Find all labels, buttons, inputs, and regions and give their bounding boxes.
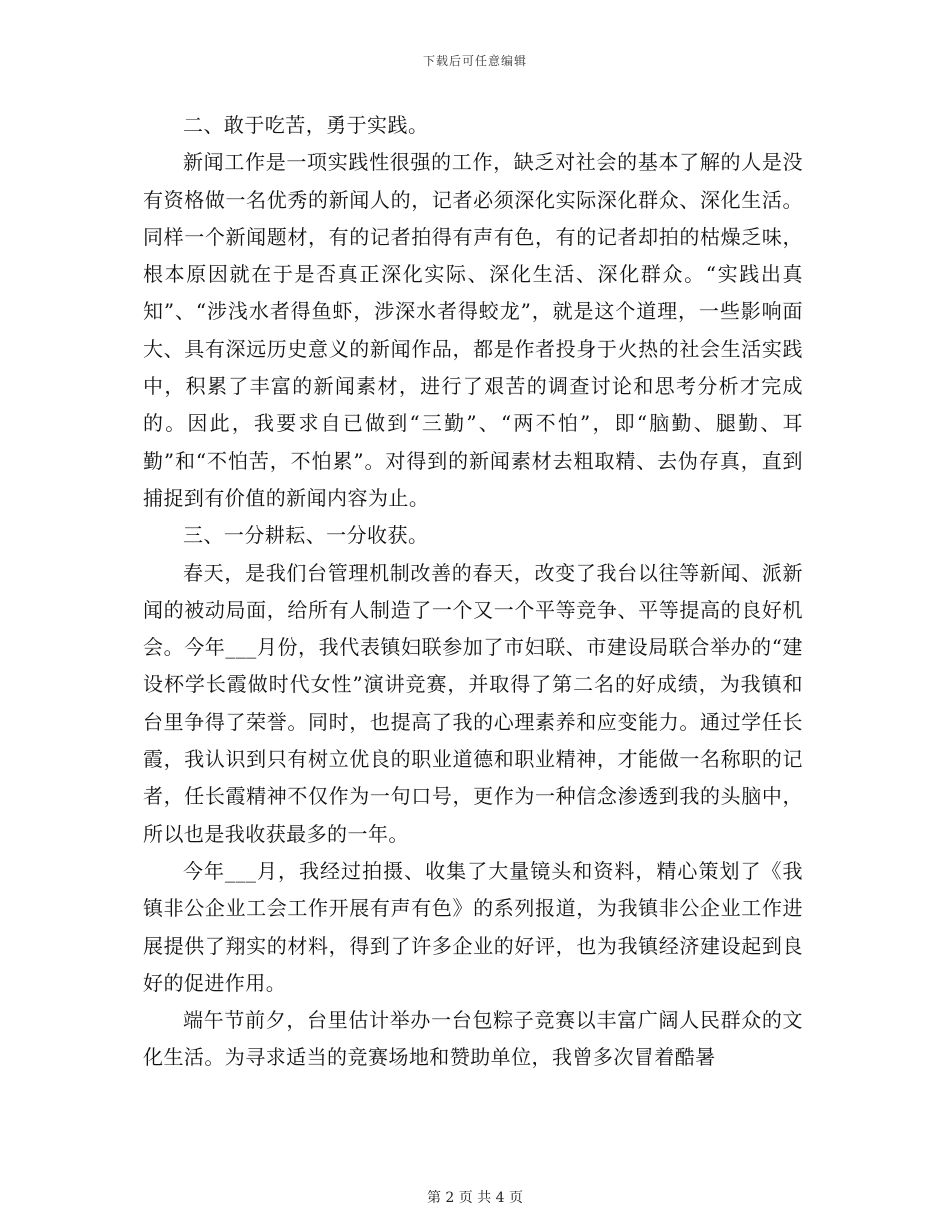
body-paragraph: 今年___月，我经过拍摄、收集了大量镜头和资料，精心策划了《我镇非公企业工会工作开展有声有色》的系列报道，为我镇非公企业工作进展提供了翔实的材料，得到了许多企业的好评，也为我镇经济建设起到良好的促进作用。 — [143, 858, 803, 995]
section-heading-2: 二、敢于吃苦，勇于实践。 — [183, 113, 429, 137]
page-number-footer: 第 2 页 共 4 页 — [426, 1190, 524, 1206]
body-paragraph: 端午节前夕，台里估计举办一台包粽子竞赛以丰富广阔人民群众的文化生活。为寻求适当的竞赛场地和赞助单位，我曾多次冒着酷暑 — [143, 1008, 803, 1070]
body-paragraph: 新闻工作是一项实践性很强的工作，缺乏对社会的基本了解的人是没有资格做一名优秀的新闻人的，记者必须深化实际深化群众、深化生活。同样一个新闻题材，有的记者拍得有声有色，有的记者却拍的枯燥乏味，根本原因就在于是否真正深化实际、深化生活、深化群众。“实践出真知”、“涉浅水者得鱼虾，涉深水者得蛟龙”，就是这个道理，一些影响面大、具有深远历史意义的新闻作品，都是作者投身于火热的社会生活实践中，积累了丰富的新闻素材，进行了艰苦的调查讨论和思考分析才完成的。因此，我要求自已做到“三勤”、“两不怕”，即“脑勤、腿勤、耳勤”和“不怕苦，不怕累”。对得到的新闻素材去粗取精、去伪存真，直到捕捉到有价值的新闻内容为止。 — [143, 150, 803, 510]
document-body — [143, 107, 803, 1077]
body-paragraph: 春天，是我们台管理机制改善的春天，改变了我台以往等新闻、派新闻的被动局面，给所有人制造了一个又一个平等竞争、平等提高的良好机会。今年___月份，我代表镇妇联参加了市妇联、市建设局联合举办的“建设杯学长霞做时代女性”演讲竞赛，并取得了第二名的好成绩，为我镇和台里争得了荣誉。同时，也提高了我的心理素养和应变能力。通过学任长霞，我认识到只有树立优良的职业道德和职业精神，才能做一名称职的记者，任长霞精神不仅作为一句口号，更作为一种信念渗透到我的头脑中，所以也是我收获最多的一年。 — [143, 560, 803, 846]
page-header: 下载后可任意编辑 — [422, 54, 527, 68]
section-heading-3: 三、一分耕耘、一分收获。 — [183, 523, 429, 548]
